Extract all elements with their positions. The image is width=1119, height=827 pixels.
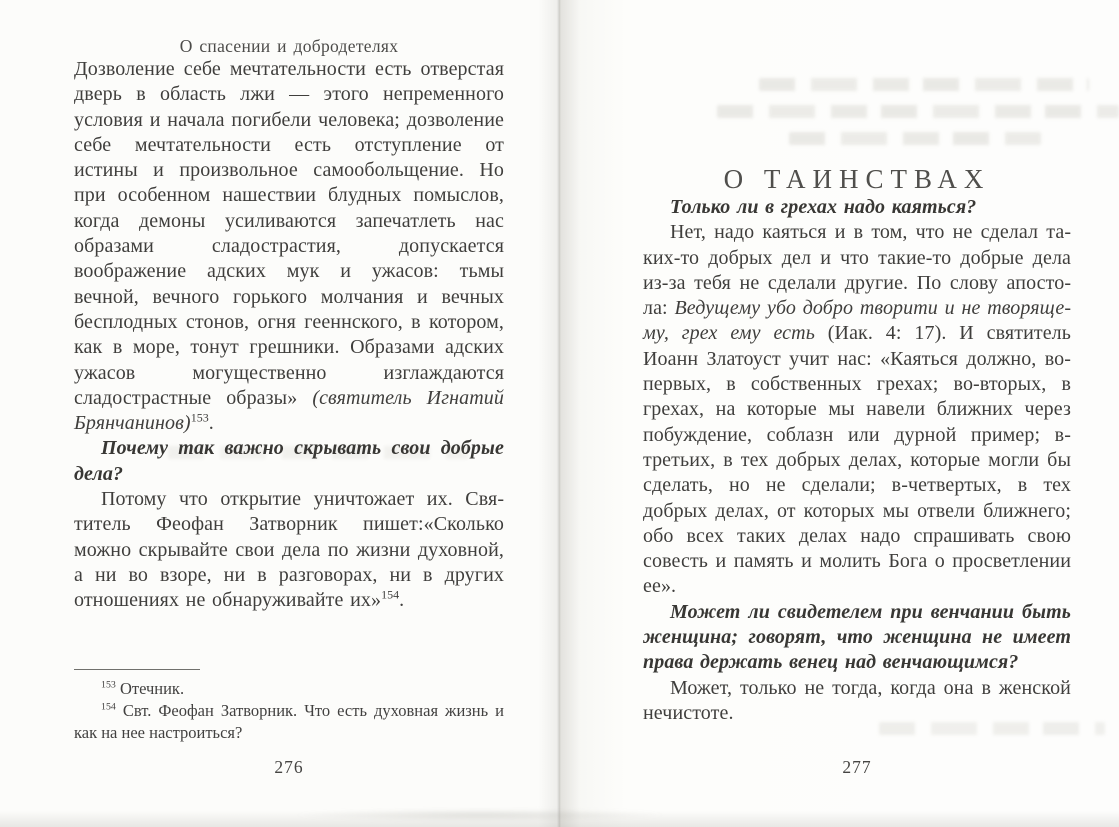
paragraph-text-tail: . [208,412,214,435]
author-attribution: (святитель Игнатий Брянчанинов) [74,386,504,435]
answer-paragraph [74,487,504,613]
footnote-block [74,669,504,743]
left-page-text-block [74,0,504,827]
question-heading: Почему так важно скрывать свои добрые дела? [74,437,504,485]
body-paragraph [74,57,504,436]
footnote [74,700,504,744]
footnote-separator-rule [74,669,200,670]
scripture-quote: Ведущему убо добро творити и не творящему, грех ему есть [643,297,1071,345]
footnote-reference: 154 [381,587,400,602]
running-head: О спасении и добродетелях [179,36,399,56]
answer-paragraph: Может, только не тогда, когда она в женской нечистоте. [643,676,1071,724]
chapter-title: О ТАИНСТВАХ [723,164,991,194]
footnote-number: 154 [101,701,116,713]
footnote [74,678,504,700]
paragraph-text: Дозволение себе мечтательности есть отверстая дверь в область лжи — этого непременного условия и начала погибели человека; дозволение себе мечтательности есть отступление от истины и произвольное самообольщение. Но при особенном нашествии блудных помыслов, когда демоны усиливаются запечатлеть нас образами сладострастия, допускается воображение адских мук и ужасов: тьмы вечной, вечного горького молчания и вечных бесплодных стонов, огня гееннского, в котором, как в море, тонут грешники. Образами адских ужасов могущественно изглаждаются сладострастные образы» [74,58,504,409]
answer-text: Потому что открытие уничтожает их. Святитель Феофан Затворник пишет:«Сколько можно скрывайте свои дела по жизни духовной, а ни во взоре, ни в разговорах, ни в других отношениях не обнаруживайте их» [74,488,504,612]
footnote-text: Отечник. [119,679,185,698]
right-page-text-block [643,0,1071,827]
left-page [0,0,559,827]
question-heading: Может ли свидетелем при венчании быть женщина; говорят, что женщина не имеет права держать венец над венчающимся? [643,600,1071,674]
footnote-text: Свт. Феофан Затворник. Что есть духовная жизнь и как на нее настроиться? [74,700,505,742]
page-number: 276 [274,757,304,777]
answer-text-continued: (Иак. 4: 17). И святитель Иоанн Златоуст учит нас: «Каяться должно, во-первых, в собственных грехах; во-вторых, в грехах, на которые мы навели ближних через побуждение, соблазн или дурной пример; в-третьих, в тех добрых делах, которые могли бы сделать, но не сделали; в-четвертых, в тех добрых делах, от которых мы отвели ближнего; обо всех таких делах надо спрашивать свою совесть и память и молить Бога о просветлении ее». [643,322,1071,598]
right-page [559,0,1119,827]
page-number: 277 [842,757,872,777]
question-heading: Только ли в грехах надо каяться? [670,196,977,218]
answer-paragraph [643,220,1071,599]
answer-text: Нет, надо каяться и в том, что не сделал таких-то добрых дел и что такие-то добрые дела из-за тебя не сделали другие. По слову апостола: [643,221,1071,320]
footnote-reference: 153 [190,410,209,425]
footnote-number: 153 [101,679,116,691]
answer-text-tail: . [399,589,405,612]
